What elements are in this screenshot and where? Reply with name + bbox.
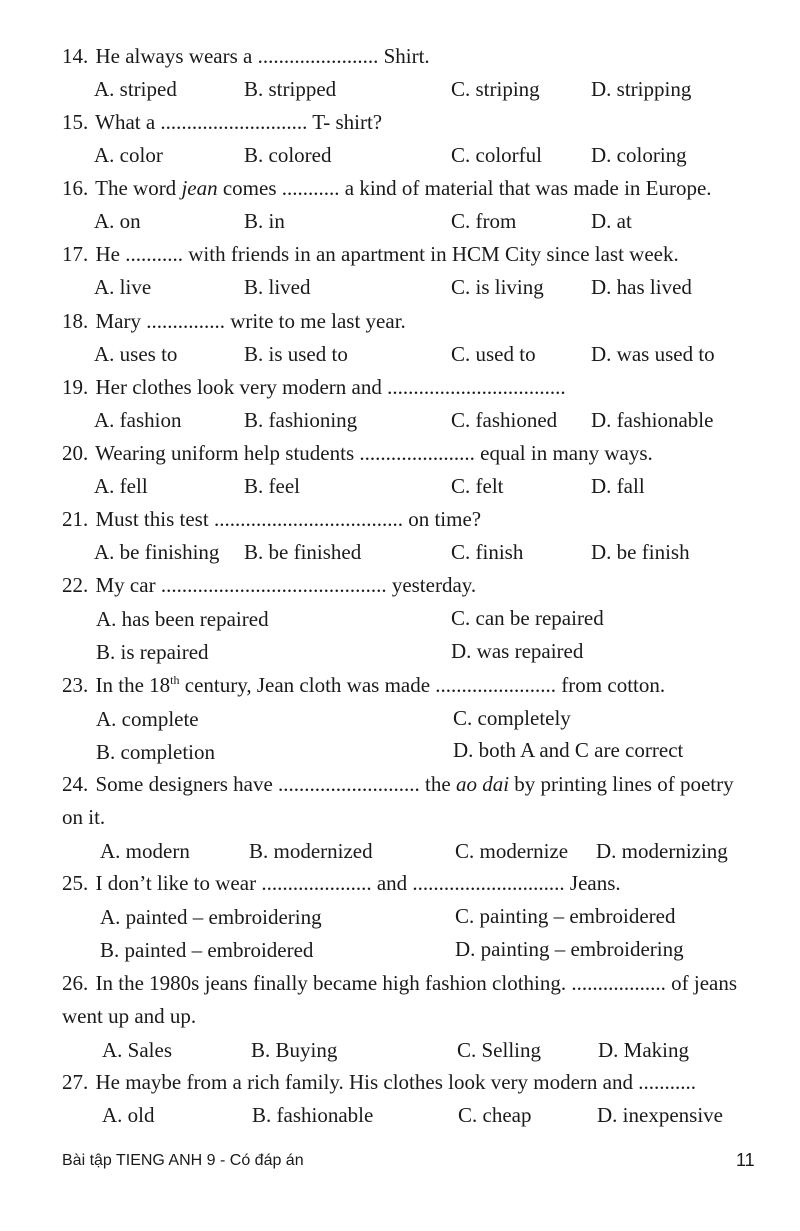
option-b: B. fashioning [244, 408, 358, 432]
option-a: A. uses to [94, 342, 178, 366]
question-number: 19. [62, 375, 89, 399]
option-c: C. used to [451, 342, 536, 366]
option-c: C. striping [451, 77, 540, 101]
option-b: B. is used to [244, 342, 348, 366]
option-a: A. color [94, 143, 163, 167]
option-d: D. fashionable [591, 408, 714, 432]
option-b: B. modernized [249, 839, 373, 863]
answer-blank: ........................... [272, 772, 426, 796]
option-b: B. fashionable [252, 1103, 374, 1127]
option-b: B. feel [244, 474, 300, 498]
option-a: A. painted – embroidering [100, 905, 322, 929]
option-c: C. completely [453, 706, 571, 730]
question-text: from cotton. [561, 673, 666, 697]
question-text: I don’t like to wear [95, 871, 257, 895]
question-16 [62, 172, 762, 205]
question-text: Wearing uniform help students [95, 441, 355, 465]
question-14 [62, 40, 762, 73]
question-text: of jeans went up and up. [62, 971, 738, 1028]
option-a: A. Sales [102, 1038, 172, 1062]
question-number: 26. [62, 971, 89, 995]
question-25 [62, 867, 762, 900]
option-c: C. modernize [455, 839, 569, 863]
option-b: B. be finished [244, 540, 362, 564]
option-d: D. be finish [591, 540, 690, 564]
question-text: century, Jean cloth was made [179, 673, 431, 697]
question-number: 16. [62, 176, 89, 200]
option-d: D. inexpensive [597, 1103, 723, 1127]
question-number: 14. [62, 44, 89, 68]
option-d: D. fall [591, 474, 645, 498]
question-text: a kind of material that was made in Europe. [344, 176, 712, 200]
question-text: on time? [408, 507, 482, 531]
option-d: D. stripping [591, 77, 692, 101]
option-a: A. striped [94, 77, 177, 101]
question-text: In the 1980s jeans finally became high fashion clothing. [95, 971, 567, 995]
question-text: comes [217, 176, 277, 200]
question-number: 20. [62, 441, 89, 465]
question-text: yesterday. [391, 573, 477, 597]
option-a: A. fashion [94, 408, 182, 432]
superscript: th [170, 673, 180, 687]
option-b: B. is repaired [96, 640, 209, 664]
option-a: A. on [94, 209, 141, 233]
question-24 [62, 768, 754, 834]
option-a: A. modern [100, 839, 190, 863]
option-d: D. coloring [591, 143, 687, 167]
option-c: C. can be repaired [451, 606, 604, 630]
answer-blank: .................. [566, 971, 672, 995]
option-c: C. Selling [457, 1038, 542, 1062]
question-18 [62, 305, 762, 338]
question-text: by printing lines of poetry on it. [62, 772, 734, 829]
option-b: B. colored [244, 143, 332, 167]
option-a: A. live [94, 275, 152, 299]
question-text: the [425, 772, 451, 796]
option-d: D. was repaired [451, 639, 584, 663]
question-text: Some designers have [95, 772, 273, 796]
question-19 [62, 371, 762, 404]
option-d: D. both A and C are correct [453, 738, 684, 762]
question-text: T- shirt? [312, 110, 383, 134]
answer-blank: ............................. [407, 871, 570, 895]
question-15 [62, 106, 762, 139]
question-number: 17. [62, 242, 89, 266]
answer-blank: ........................................... [155, 573, 392, 597]
question-text: equal in many ways. [480, 441, 653, 465]
question-text: Her clothes look very modern and [95, 375, 382, 399]
option-c: C. cheap [458, 1103, 532, 1127]
answer-blank: ............... [141, 309, 231, 333]
question-number: 25. [62, 871, 89, 895]
question-number: 24. [62, 772, 89, 796]
option-d: D. modernizing [596, 839, 728, 863]
option-c: C. fashioned [451, 408, 558, 432]
question-20 [62, 437, 762, 470]
question-number: 21. [62, 507, 89, 531]
question-22 [62, 569, 762, 602]
option-a: A. fell [94, 474, 148, 498]
option-c: C. painting – embroidered [455, 904, 676, 928]
answer-blank: ...................... [354, 441, 481, 465]
option-b: B. stripped [244, 77, 337, 101]
question-23 [62, 669, 762, 702]
option-d: D. was used to [591, 342, 715, 366]
question-27 [62, 1066, 762, 1099]
answer-blank: ............................ [155, 110, 313, 134]
question-number: 18. [62, 309, 89, 333]
answer-blank: .................................. [381, 375, 566, 399]
answer-blank: .................................... [208, 507, 409, 531]
question-text: In the 18 [95, 673, 171, 697]
option-c: C. colorful [451, 143, 542, 167]
answer-blank: ........... [632, 1070, 696, 1094]
question-text: Shirt. [383, 44, 430, 68]
option-d: D. has lived [591, 275, 692, 299]
question-17 [62, 238, 762, 271]
question-text: with friends in an apartment in HCM City since last week. [188, 242, 679, 266]
answer-blank: ..................... [256, 871, 377, 895]
option-d: D. at [591, 209, 632, 233]
italic-term: ao dai [455, 772, 510, 796]
question-number: 22. [62, 573, 89, 597]
question-text: and [376, 871, 408, 895]
option-a: A. complete [96, 707, 199, 731]
answer-blank: ....................... [430, 673, 562, 697]
question-text: What a [95, 110, 156, 134]
option-c: C. felt [451, 474, 504, 498]
question-text: He [95, 242, 120, 266]
option-b: B. painted – embroidered [100, 938, 314, 962]
page-number: 11 [736, 1150, 755, 1170]
question-number: 27. [62, 1070, 89, 1094]
answer-blank: ........... [120, 242, 189, 266]
question-number: 23. [62, 673, 89, 697]
question-text: My car [95, 573, 156, 597]
option-a: A. be finishing [94, 540, 220, 564]
option-d: D. painting – embroidering [455, 937, 684, 961]
option-c: C. finish [451, 540, 524, 564]
option-c: C. is living [451, 275, 544, 299]
question-text: Jeans. [569, 871, 621, 895]
question-text: write to me last year. [230, 309, 406, 333]
question-number: 15. [62, 110, 89, 134]
italic-term: jean [181, 176, 218, 200]
question-text: The word [95, 176, 177, 200]
option-b: B. Buying [251, 1038, 338, 1062]
question-text: Mary [95, 309, 141, 333]
option-b: B. lived [244, 275, 311, 299]
answer-blank: ........... [276, 176, 345, 200]
option-b: B. in [244, 209, 285, 233]
question-text: He maybe from a rich family. His clothes look very modern and [95, 1070, 633, 1094]
question-text: He always wears a [95, 44, 253, 68]
option-c: C. from [451, 209, 517, 233]
option-a: A. old [102, 1103, 155, 1127]
question-21 [62, 503, 762, 536]
book-title: Bài tập TIENG ANH 9 - Có đáp án [62, 1152, 304, 1169]
question-text: Must this test [95, 507, 209, 531]
question-26 [62, 967, 754, 1033]
option-d: D. Making [598, 1038, 689, 1062]
option-b: B. completion [96, 740, 215, 764]
option-a: A. has been repaired [96, 607, 269, 631]
answer-blank: ....................... [252, 44, 384, 68]
